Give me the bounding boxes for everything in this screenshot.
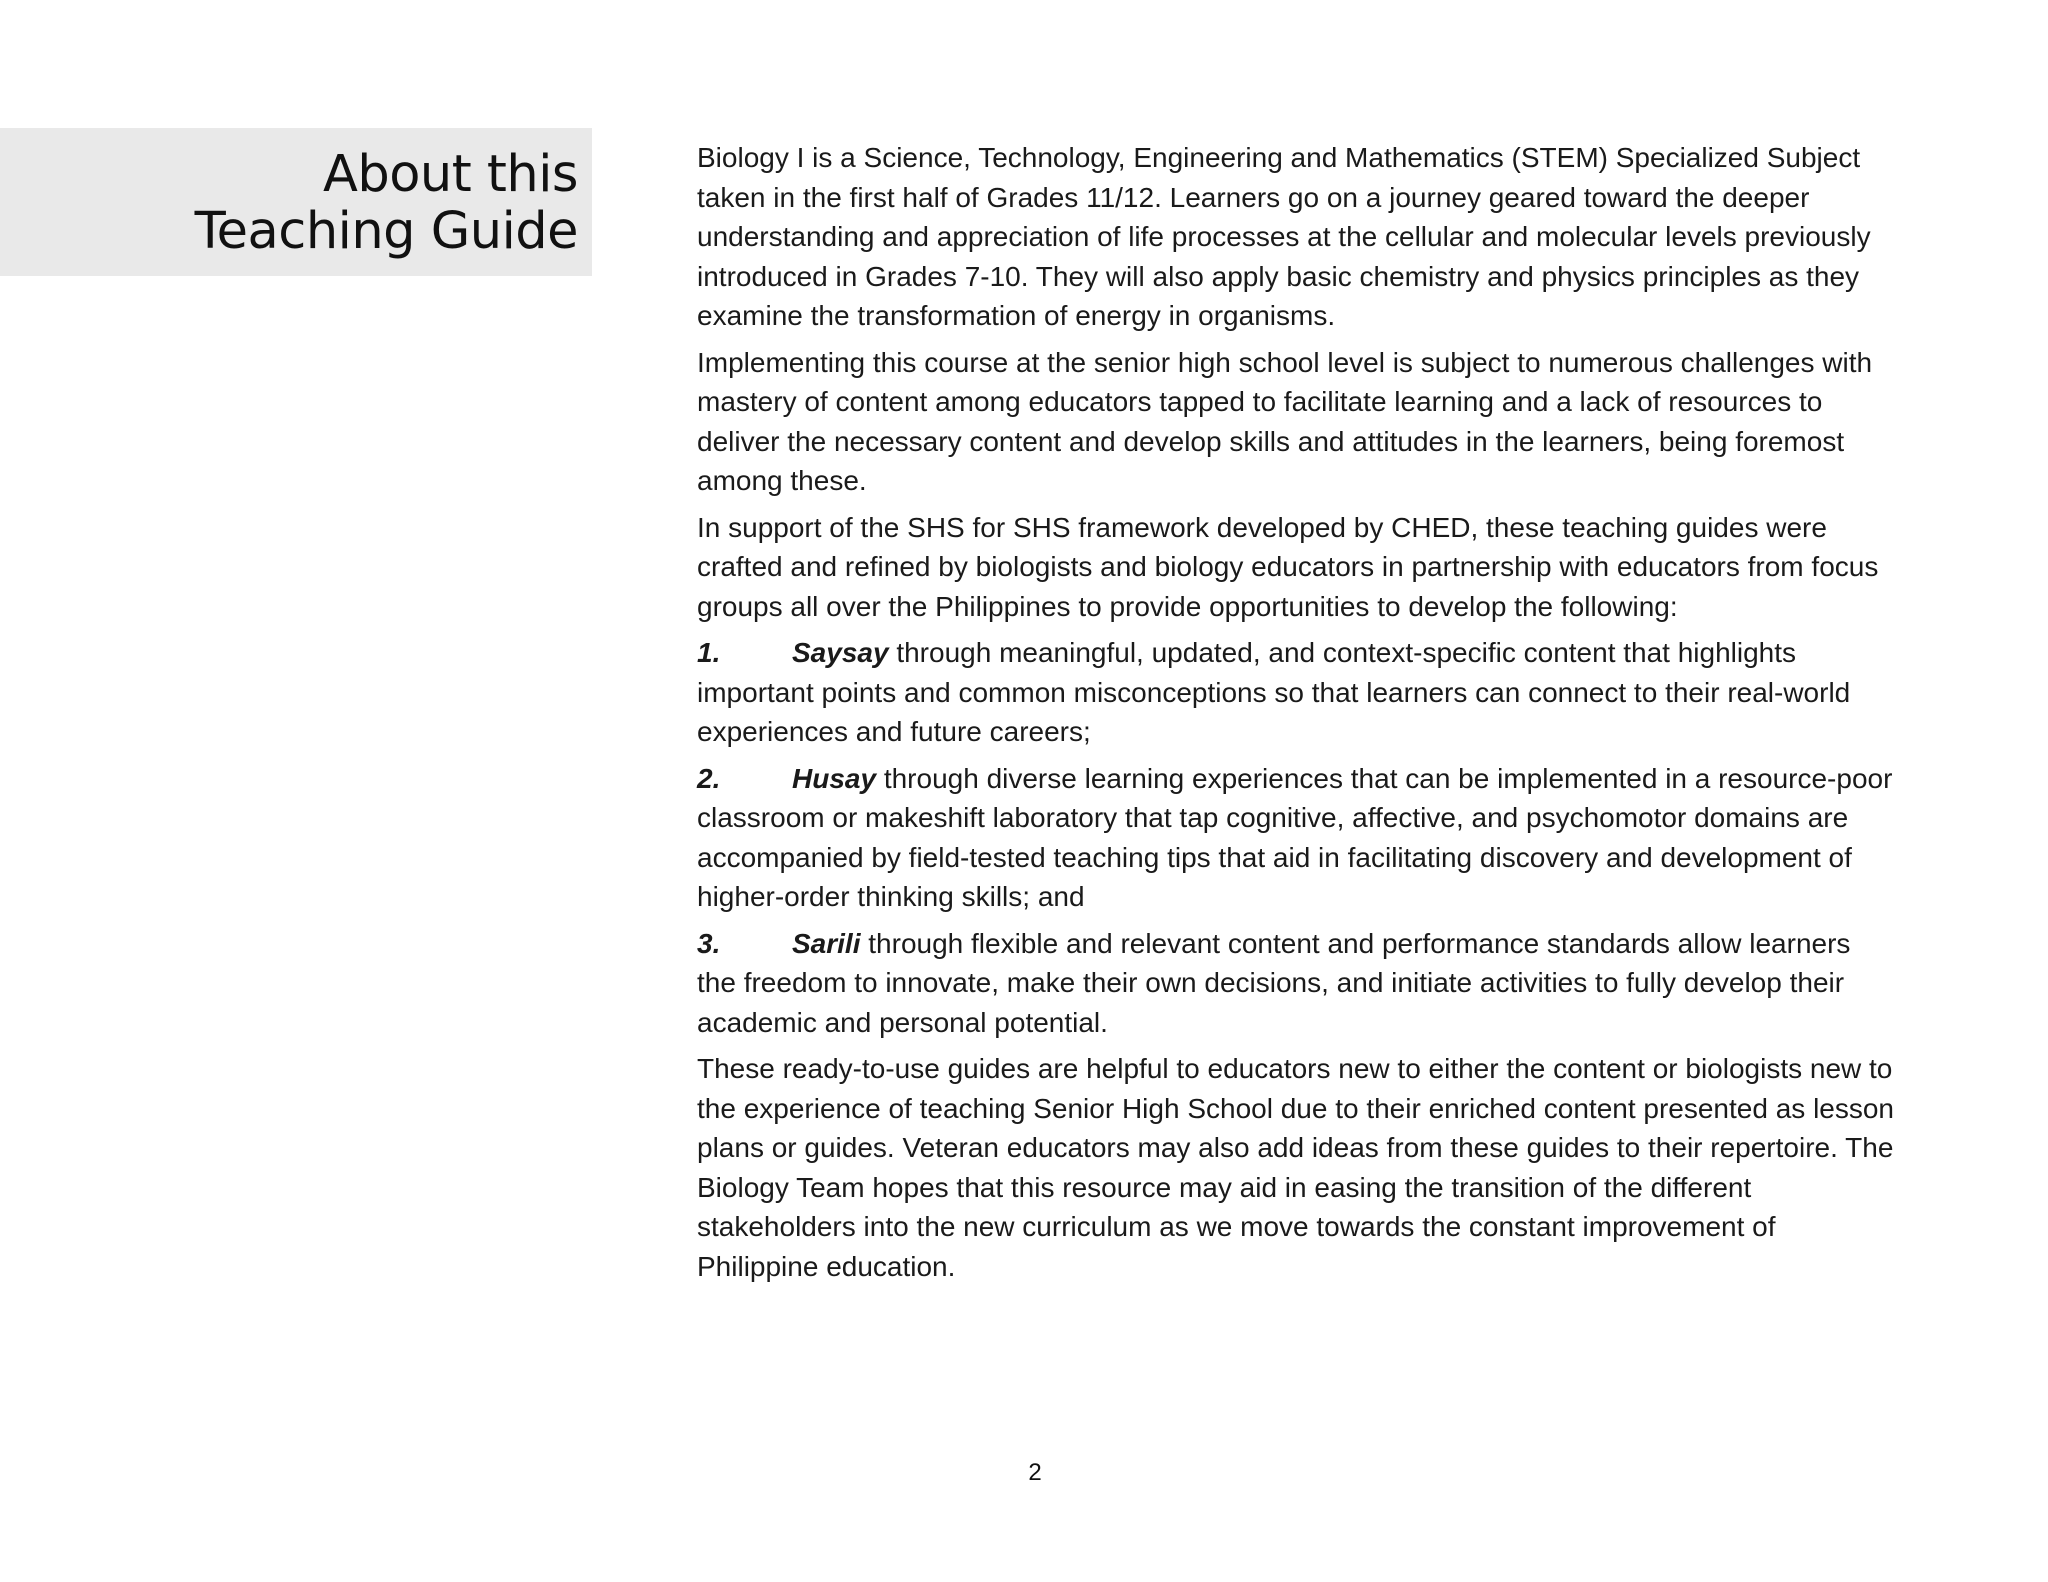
list-item-number: 2. <box>697 762 721 794</box>
list-item-sarili <box>697 924 1897 1043</box>
list-item-term: Husay <box>792 762 877 794</box>
list-item-text: through meaningful, updated, and context-specific content that highlights important points and common misconceptions so that learners can connect to their real-world experiences and future careers; <box>697 637 1851 747</box>
paragraph-framework: In support of the SHS for SHS framework developed by CHED, these teaching guides were crafted and refined by biologists and biology educators in partnership with educators from focus groups all over the Philippines to provide opportunities to develop the following: <box>697 511 1879 622</box>
section-title-line-1: About this <box>322 145 578 204</box>
section-title-block <box>0 128 592 276</box>
body-content <box>697 138 1897 1293</box>
list-item-number: 1. <box>697 637 721 668</box>
paragraph-intro: Biology I is a Science, Technology, Engineering and Mathematics (STEM) Specialized Subject taken in the first half of Grades 11/12. Learners go on a journey geared toward the deeper understanding and appreciation of life processes at the cellular and molecular levels previously introduced in Grades 7-10. They will also apply basic chemistry and physics principles as they examine the transformation of energy in organisms. <box>697 142 1871 331</box>
list-item-text: through diverse learning experiences that can be implemented in a resource-poor classroom or makeshift laboratory that tap cognitive, affective, and psychomotor domains are accompanied by field-tested teaching tips that aid in facilitating discovery and development of higher-order thinking skills; and <box>697 762 1893 912</box>
list-item-number: 3. <box>697 927 721 959</box>
list-item-term: Sarili <box>792 927 861 959</box>
page-number: 2 <box>1028 1459 1042 1486</box>
list-item-saysay <box>697 633 1897 752</box>
list-item-text: through flexible and relevant content and performance standards allow learners the freedom to innovate, make their own decisions, and initiate activities to fully develop their academic and personal potential. <box>697 927 1851 1038</box>
list-item-husay <box>697 759 1897 917</box>
paragraph-challenges: Implementing this course at the senior high school level is subject to numerous challenges with mastery of content among educators tapped to facilitate learning and a lack of resources to deliver the necessary content and develop skills and attitudes in the learners, being foremost among these. <box>697 346 1873 496</box>
list-item-term: Saysay <box>792 637 889 668</box>
paragraph-closing: These ready-to-use guides are helpful to educators new to either the content or biologists new to the experience of teaching Senior High School due to their enriched content presented as lesson plans or guides. Veteran educators may also add ideas from these guides to their repertoire. The Biology Team hopes that this resource may aid in easing the transition of the different stakeholders into the new curriculum as we move towards the constant improvement of Philippine education. <box>697 1053 1894 1282</box>
section-title-line-2: Teaching Guide <box>194 202 578 261</box>
